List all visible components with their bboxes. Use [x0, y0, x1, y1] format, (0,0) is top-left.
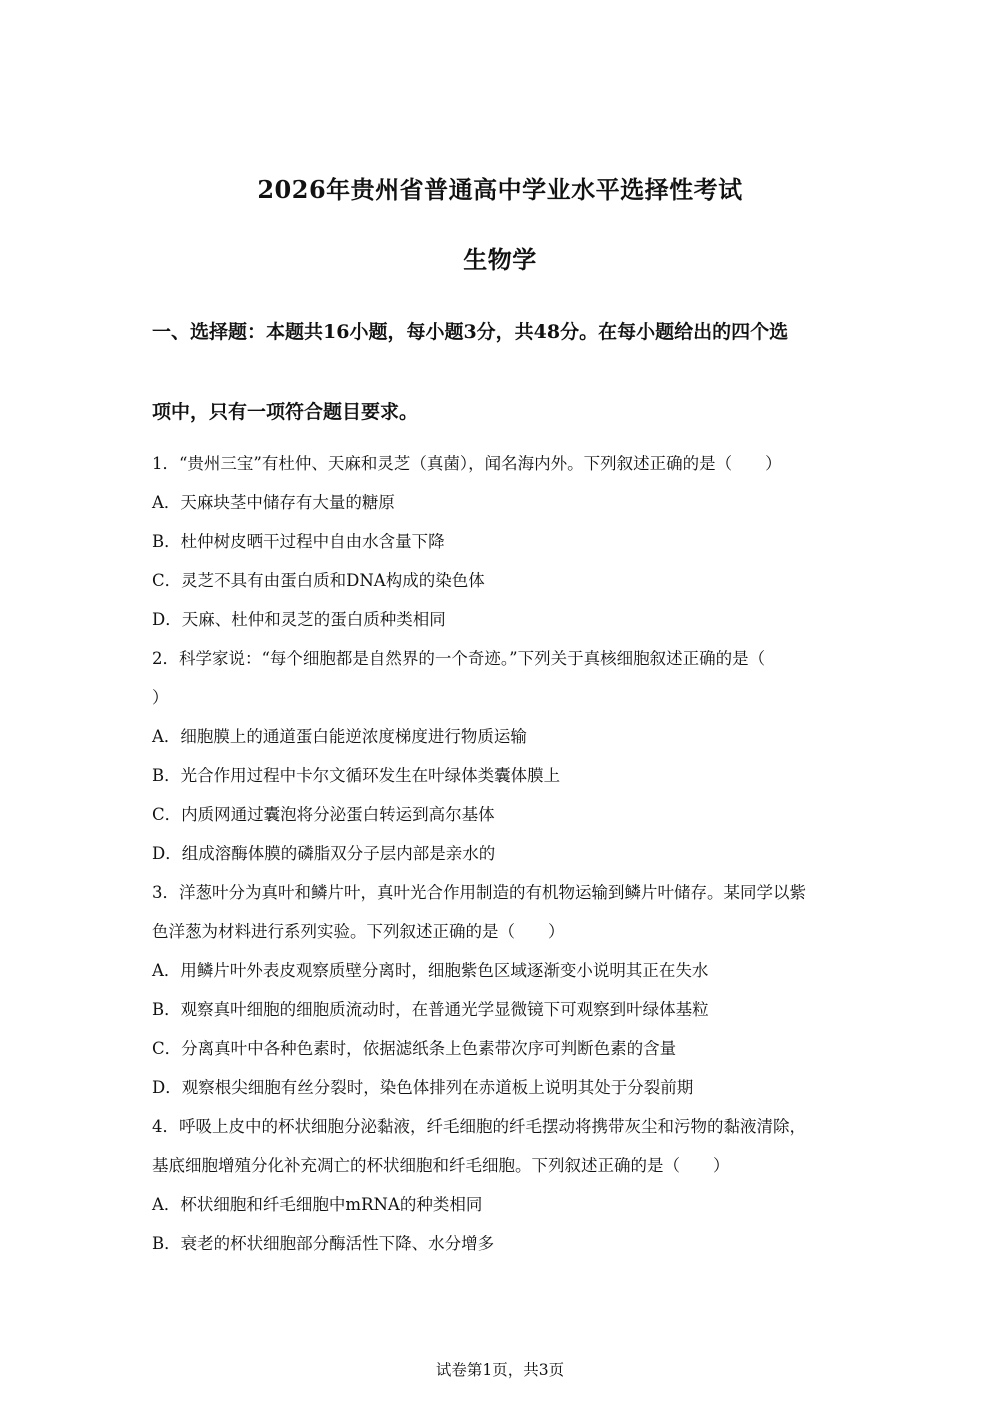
question-2-stem: 2．科学家说：“每个细胞都是自然界的一个奇迹。”下列关于真核细胞叙述正确的是（	[152, 649, 766, 668]
section-heading-line-2: 项中，只有一项符合题目要求。	[152, 401, 419, 423]
question-3-option-c: C．分离真叶中各种色素时，依据滤纸条上色素带次序可判断色素的含量	[152, 1039, 677, 1058]
question-3-option-a: A．用鳞片叶外表皮观察质壁分离时，细胞紫色区域逐渐变小说明其正在失水	[152, 961, 709, 980]
question-4-stem: 4．呼吸上皮中的杯状细胞分泌黏液，纤毛细胞的纤毛摆动将携带灰尘和污物的黏液清除，	[152, 1117, 806, 1136]
section-heading-line-1: 一、选择题：本题共16小题，每小题3分，共48分。在每小题给出的四个选	[152, 321, 789, 343]
question-2-option-a: A．细胞膜上的通道蛋白能逆浓度梯度进行物质运输	[152, 727, 527, 746]
question-4-option-b: B．衰老的杯状细胞部分酶活性下降、水分增多	[152, 1234, 495, 1253]
question-1-stem: 1．“贵州三宝”有杜仲、天麻和灵芝（真菌），闻名海内外。下列叙述正确的是（ ）	[152, 454, 782, 473]
question-4-option-a: A．杯状细胞和纤毛细胞中mRNA的种类相同	[152, 1195, 483, 1214]
question-3-option-d: D．观察根尖细胞有丝分裂时，染色体排列在赤道板上说明其处于分裂前期	[152, 1078, 694, 1097]
question-1-option-d: D．天麻、杜仲和灵芝的蛋白质种类相同	[152, 610, 446, 629]
question-2-option-c: C．内质网通过囊泡将分泌蛋白转运到高尔基体	[152, 805, 495, 824]
question-1-option-a: A．天麻块茎中储存有大量的糖原	[152, 493, 395, 512]
question-1-option-b: B．杜仲树皮晒干过程中自由水含量下降	[152, 532, 445, 551]
question-1-option-c: C．灵芝不具有由蛋白质和DNA构成的染色体	[152, 571, 485, 590]
page-footer: 试卷第1页，共3页	[435, 1361, 565, 1379]
question-3-stem: 3．洋葱叶分为真叶和鳞片叶，真叶光合作用制造的有机物运输到鳞片叶储存。某同学以紫	[152, 883, 806, 902]
question-2-stem-cont: ）	[152, 688, 169, 707]
question-2-option-d: D．组成溶酶体膜的磷脂双分子层内部是亲水的	[152, 844, 496, 863]
question-4-stem-cont: 基底细胞增殖分化补充凋亡的杯状细胞和纤毛细胞。下列叙述正确的是（ ）	[152, 1156, 730, 1175]
question-3-option-b: B．观察真叶细胞的细胞质流动时，在普通光学显微镜下可观察到叶绿体基粒	[152, 1000, 709, 1019]
question-3-stem-cont: 色洋葱为材料进行系列实验。下列叙述正确的是（ ）	[152, 922, 565, 941]
question-2-option-b: B．光合作用过程中卡尔文循环发生在叶绿体类囊体膜上	[152, 766, 561, 785]
exam-title: 2026年贵州省普通高中学业水平选择性考试	[257, 175, 743, 204]
subject-title: 生物学	[463, 245, 537, 274]
